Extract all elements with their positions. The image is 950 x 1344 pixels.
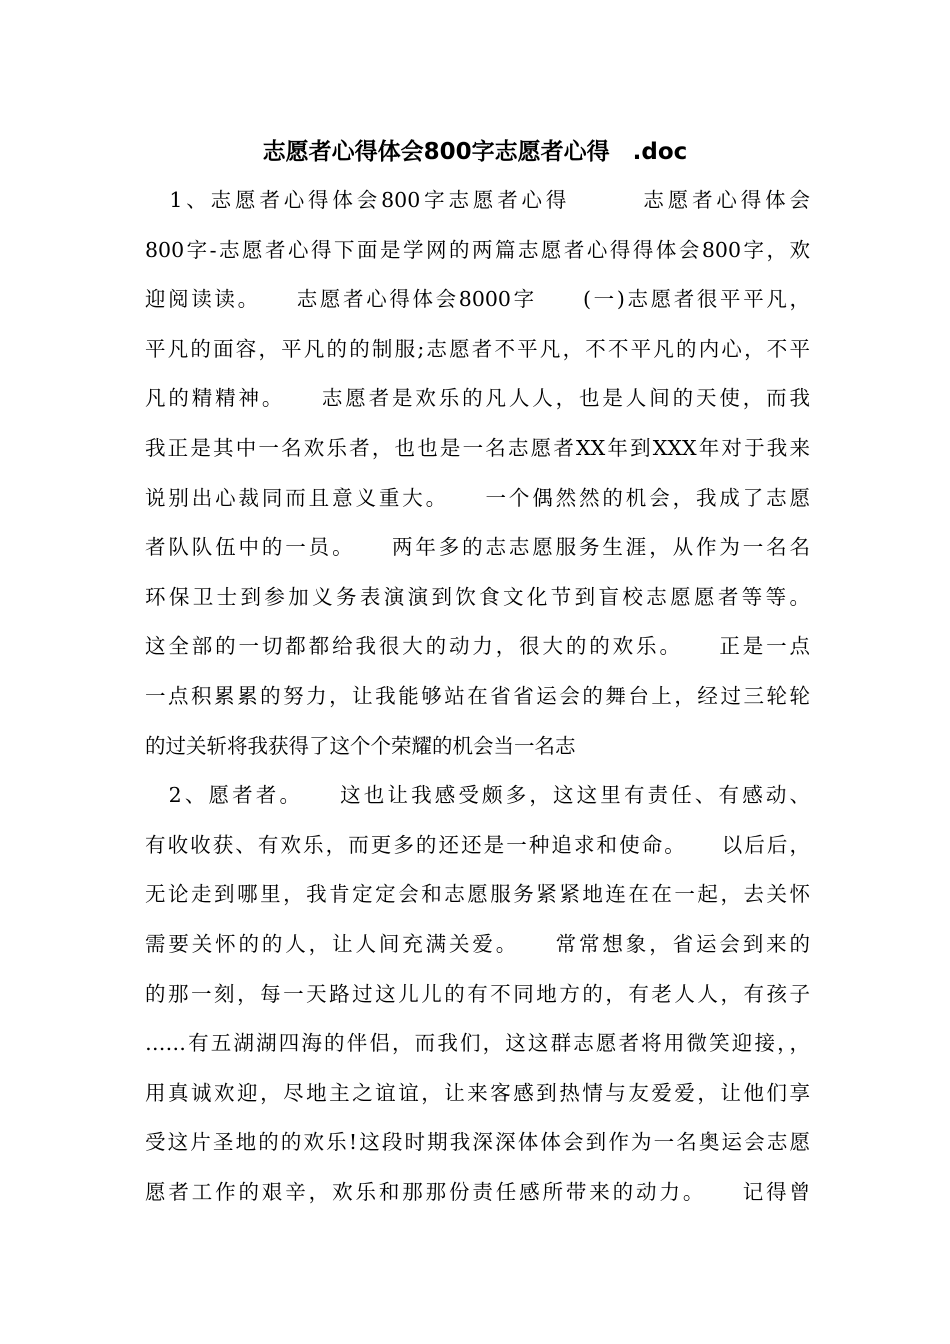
body-line: 的过关斩将我获得了这个个荣耀的机会当一名志 — [145, 733, 576, 758]
body-line: 凡的精精神。 志愿者是欢乐的凡人人，也是人间的天使，而我 — [145, 386, 810, 411]
body-line: 需要关怀的的人，让人间充满关爱。 常常想象，省运会到来的 — [145, 931, 810, 956]
body-line: 者队队伍中的一员。 两年多的志志愿服务生涯，从作为一名名 — [145, 535, 810, 560]
body-line: 我正是其中一名欢乐者，也也是一名志愿者XX年到XXX年对于我来 — [145, 435, 810, 460]
body-line: 800字-志愿者心得下面是学网的两篇志愿者心得得体会800字，欢 — [145, 237, 810, 262]
body-line: 无论走到哪里，我肯定定会和志愿服务紧紧地连在在一起，去关怀 — [145, 882, 810, 907]
document-title: 志愿者心得体会800字志愿者心得 .doc — [262, 139, 688, 165]
body-line: 迎阅读读。 志愿者心得体会8000字 (一)志愿者很平平凡， — [145, 287, 810, 312]
body-line: 环保卫士到参加义务表演演到饮食文化节到盲校志愿愿者等等。 — [145, 584, 810, 609]
body-line: 说别出心裁同而且意义重大。 一个偶然然的机会，我成了志愿 — [145, 485, 810, 510]
document-body — [145, 180, 810, 1221]
body-line: 一点积累累的努力，让我能够站在省省运会的舞台上，经过三轮轮 — [145, 683, 810, 708]
body-line: 用真诚欢迎，尽地主之谊谊，让来客感到热情与友爱爱，让他们享 — [145, 1080, 810, 1105]
body-line: 2、愿者者。 这也让我感受颇多，这这里有责任、有感动、 — [145, 783, 810, 808]
body-line: 的那一刻，每一天路过这儿儿的有不同地方的，有老人人，有孩子 — [145, 981, 810, 1006]
body-line: 受这片圣地的的欢乐!这段时期我深深体体会到作为一名奥运会志愿 — [145, 1130, 810, 1155]
body-line: 有收收获、有欢乐，而更多的还还是一种追求和使命。 以后后， — [145, 832, 810, 857]
body-line: 平凡的面容，平凡的的制服;志愿者不平凡，不不平凡的内心，不平 — [145, 336, 810, 361]
body-line: 这全部的一切都都给我很大的动力，很大的的欢乐。 正是一点 — [145, 634, 810, 659]
body-line: 愿者工作的艰辛，欢乐和那那份责任感所带来的动力。 记得曾 — [145, 1179, 810, 1204]
body-line: ……有五湖湖四海的伴侣，而我们，这这群志愿者将用微笑迎接，， — [145, 1031, 810, 1056]
body-line: 1、志愿者心得体会800字志愿者心得 志愿者心得体会 — [145, 188, 810, 212]
